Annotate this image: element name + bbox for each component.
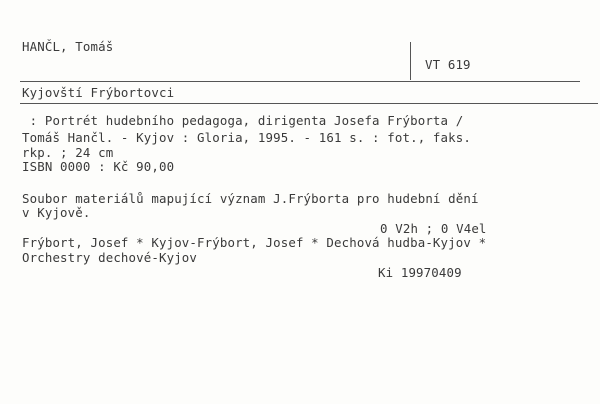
description-line: Tomáš Hančl. - Kyjov : Gloria, 1995. - 161 s. : fot., faks. — [22, 130, 471, 145]
header-rule — [20, 81, 580, 82]
classification-codes: 0 V2h ; 0 V4el — [380, 221, 487, 236]
author-heading: HANČL, Tomáš — [22, 39, 114, 54]
title-rule — [20, 103, 598, 104]
isbn-price: ISBN 0000 : Kč 90,00 — [22, 159, 175, 174]
annotation-line: Soubor materiálů mapující význam J.Frýborta pro hudební dění — [22, 191, 479, 206]
call-number-divider — [410, 42, 411, 80]
title-heading: Kyjovští Frýbortovci — [22, 85, 175, 100]
annotation-line: v Kyjově. — [22, 205, 91, 220]
subject-line: Frýbort, Josef * Kyjov-Frýbort, Josef * Dechová hudba-Kyjov * — [22, 235, 487, 250]
call-number: VT 619 — [425, 57, 471, 72]
description-line: rkp. ; 24 cm — [22, 145, 114, 160]
record-id: Ki 19970409 — [378, 265, 462, 280]
description-line: : Portrét hudebního pedagoga, dirigenta Josefa Frýborta / — [22, 113, 464, 128]
subject-line: Orchestry dechové-Kyjov — [22, 250, 198, 265]
